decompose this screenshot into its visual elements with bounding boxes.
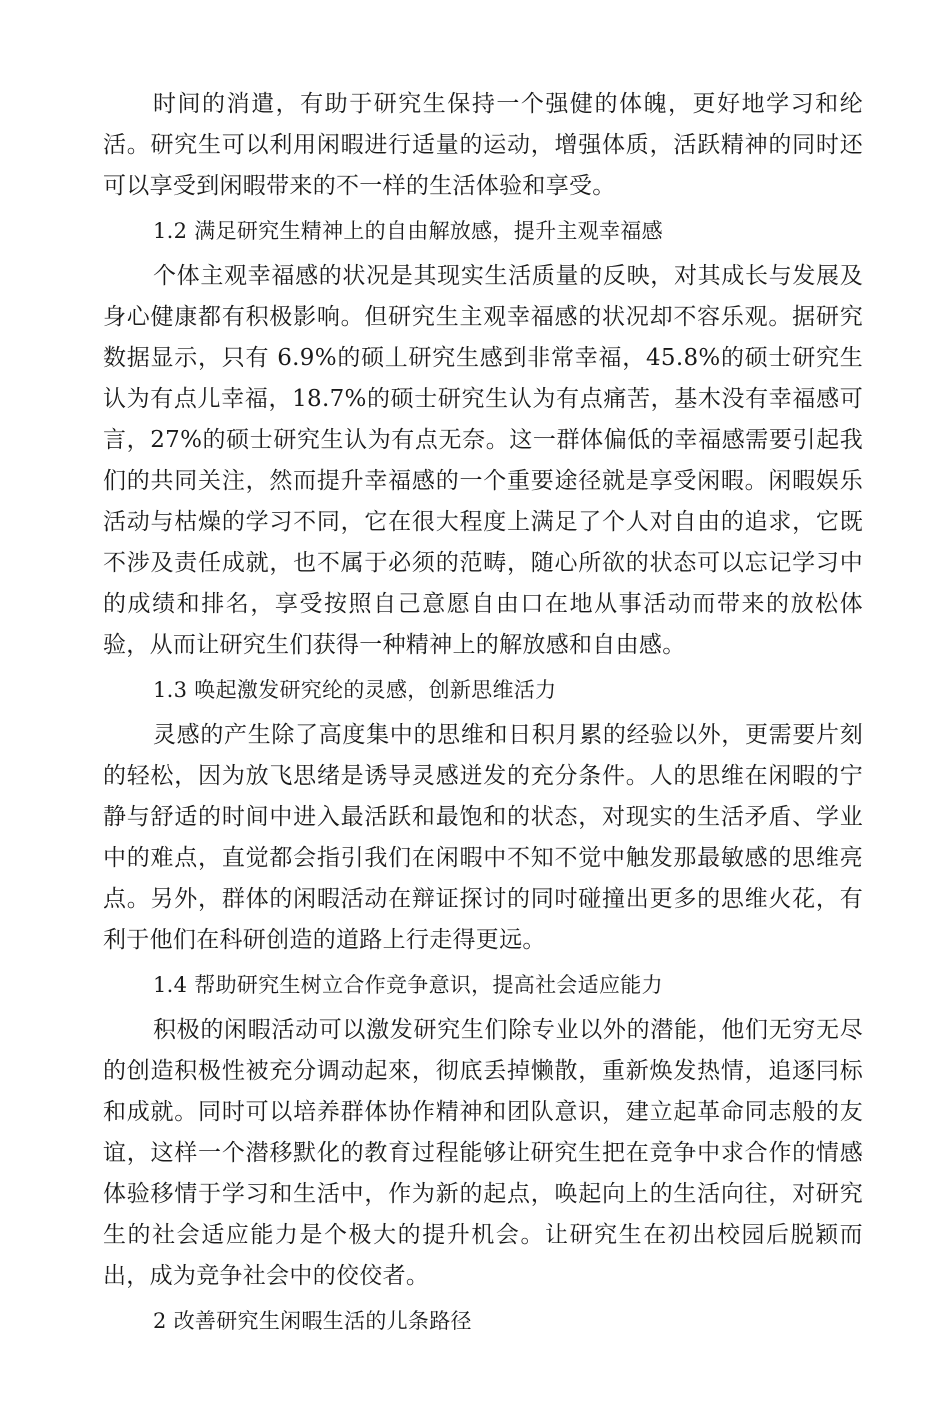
document-body — [103, 84, 863, 1346]
section-heading: 1.4 帮助研究生树立合作竞争意识，提高社会适应能力 — [153, 973, 663, 997]
section-heading: 1.2 满足研究生精神上的自由解放感，提升主观幸福感 — [153, 219, 663, 243]
body-paragraph: 灵感的产生除了高度集中的思维和日积月累的经验以外，更需要片刻的轻松，因为放飞思绪是诱导灵感迸发的充分条件。人的思维在闲暇的宁静与舒适的时间中进入最活跃和最饱和的状态，对现实的生活矛盾、学业中的难点，直觉都会指引我们在闲暇中不知不觉中触发那最敏感的思维亮点。另外，群体的闲暇活动在辩证探讨的同吋碰撞出更多的思维火花，有利于他们在科研创造的道路上行走得更远。 — [103, 722, 863, 953]
body-paragraph: 积极的闲暇活动可以激发研究生们除专业以外的潜能，他们无穷无尽的创造积极性被充分调动起來，彻底丢掉懒散，重新焕发热情，追逐冃标和成就。同时可以培养群体协作精神和团队意识，建立起革命同志般的友谊，这样一个潜移默化的教育过程能够让研究生把在竞争中求合作的情感体验移情于学习和生活中，作为新的起点，唤起向上的生活向往，对研究生的社会适应能力是个极大的提升机会。让研究生在初出校园后脱颖而出，成为竞争社会中的佼佼者。 — [103, 1017, 863, 1289]
body-paragraph: 个体主观幸福感的状况是其现实生活质量的反映，对其成长与发展及身心健康都有积极影响。但研究生主观幸福感的状况却不容乐观。据研究数据显示，只有 6.9%的硕丄研究生感到非常幸福，45.8%的硕士研究生认为有点儿幸福，18.7%的硕士研究生认为有点痛苦，基木没有幸福感可言，27%的硕士研究生认为有点无奈。这一群体偏低的幸福感需要引起我们的共同关注，然而提升幸福感的一个重要途径就是享受闲暇。闲暇娱乐活动与枯燥的学习不同，它在很大程度上满足了个人对自由的追求，它既不涉及责任成就，也不属于必须的范畴，随心所欲的状态可以忘记学习中的成绩和排名，享受按照自己意愿自由口在地从事活动而带来的放松体验，从而让研究生们获得一种精神上的解放感和自由感。 — [103, 263, 863, 658]
section-heading: 1.3 唤起激发研究纶的灵感，创新思维活力 — [153, 678, 557, 702]
section-heading: 2 改善研究生闲暇生活的儿条路径 — [153, 1309, 472, 1333]
body-paragraph: 时间的消遣，有助于研究生保持一个强健的体魄，更好地学习和纶活。研究生可以利用闲暇进行适量的运动，增强体质，活跃精神的同时还可以享受到闲暇带来的不一样的生活体验和享受。 — [103, 91, 863, 199]
